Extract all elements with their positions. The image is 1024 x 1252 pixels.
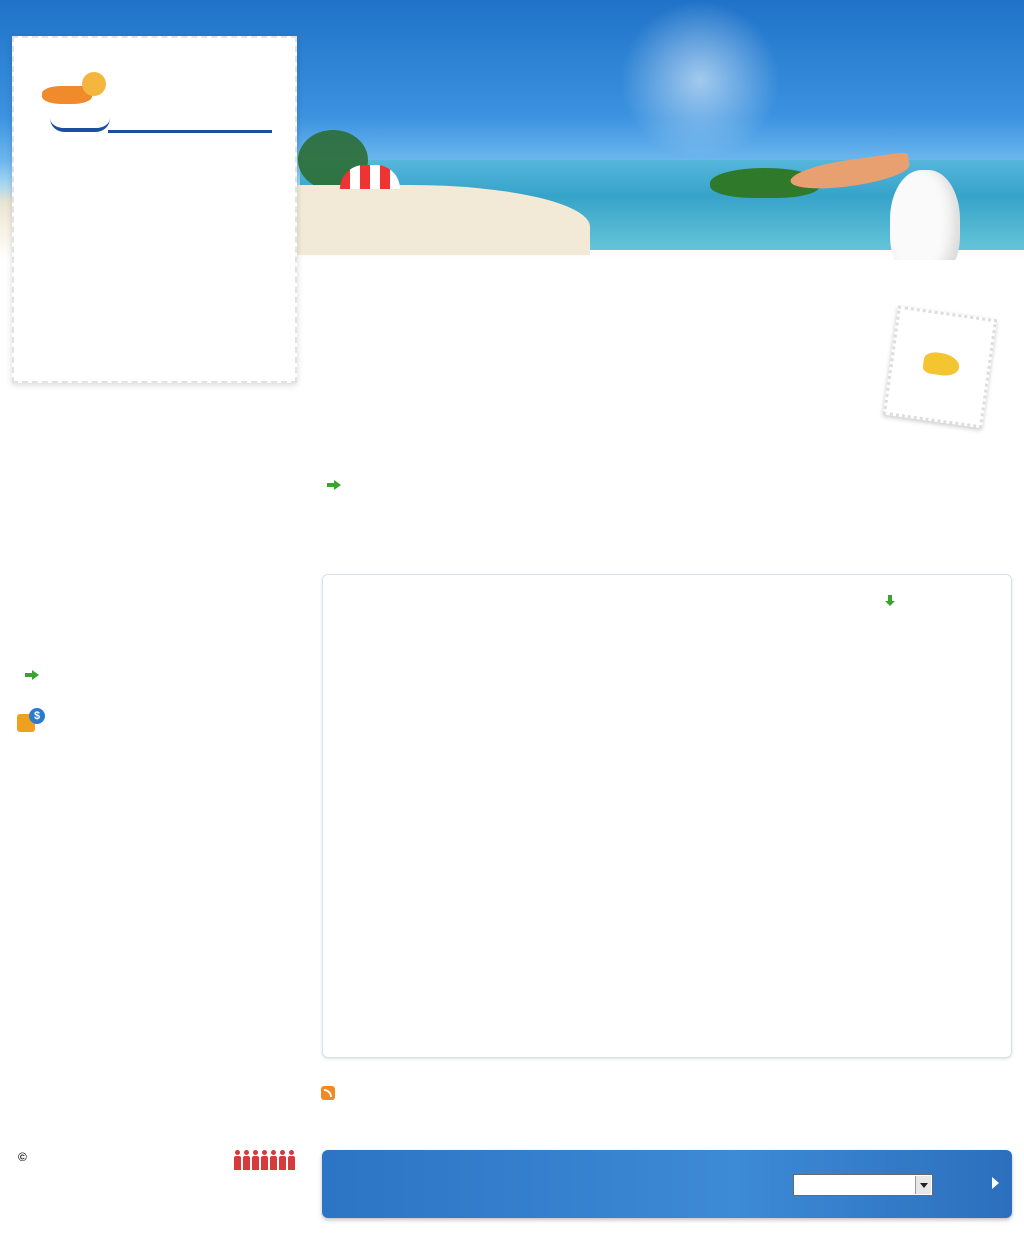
tours-table: [322, 574, 1012, 1058]
copyright-icon: ©: [18, 1150, 27, 1164]
copyright-block: [18, 1150, 27, 1165]
chevron-down-icon[interactable]: [915, 1176, 931, 1194]
news-item: [17, 606, 297, 680]
arrow-right-icon[interactable]: [25, 670, 39, 680]
country-selector: [787, 1174, 933, 1196]
download-icon: [885, 595, 895, 607]
learn-more-row: [321, 480, 341, 490]
country-select[interactable]: [793, 1174, 933, 1196]
currency-header: [17, 742, 297, 759]
all-news-link-row: [17, 670, 297, 680]
pelican-logo-icon: [42, 68, 112, 133]
news-item: [17, 458, 297, 532]
red-people-logo-icon: [228, 1150, 300, 1170]
arrow-right-icon[interactable]: [327, 480, 341, 490]
go-arrow-icon[interactable]: [992, 1177, 999, 1189]
currency-icon: [17, 710, 45, 732]
currency-section: [17, 710, 297, 777]
sun-glow: [620, 0, 780, 160]
rss-row: [321, 1086, 339, 1100]
logo-card: [12, 36, 297, 383]
phone-number: [328, 90, 332, 132]
news-section: [17, 458, 297, 680]
pelican-image: [790, 150, 990, 260]
rss-icon[interactable]: [321, 1086, 335, 1100]
news-item: [17, 532, 297, 606]
site-logo[interactable]: [42, 60, 272, 140]
tours-table-header: [323, 575, 1012, 627]
footer-bar: [322, 1150, 1012, 1218]
red-people-credit[interactable]: [200, 1150, 300, 1173]
cyprus-stamp-image: [883, 306, 997, 429]
currency-table: [17, 742, 297, 759]
